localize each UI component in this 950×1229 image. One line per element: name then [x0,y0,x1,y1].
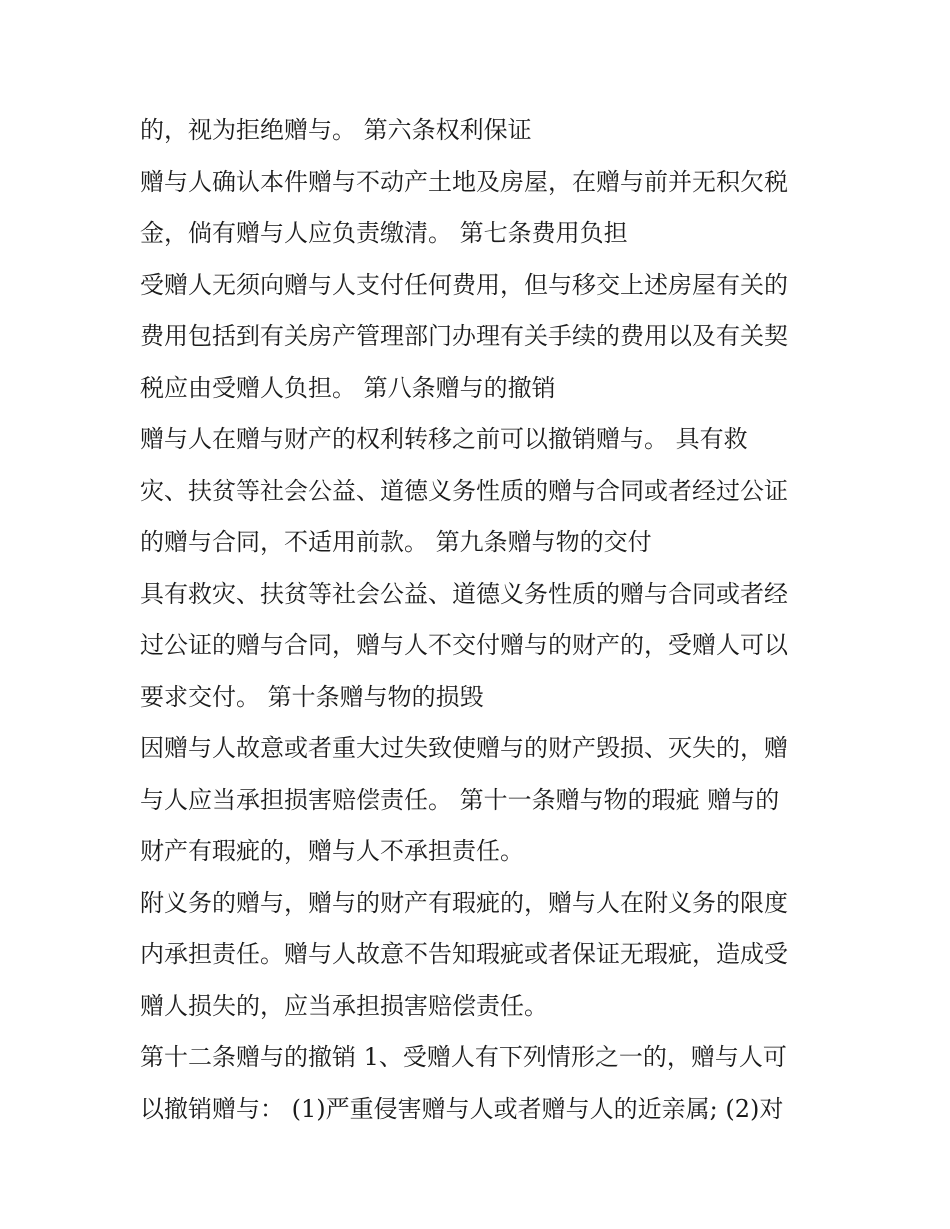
text-line: 与人应当承担损害赔偿责任。 第十一条赠与物的瑕疵 赠与的 [140,785,780,814]
text-line: 过公证的赠与合同，赠与人不交付赠与的财产的，受赠人可以 [140,631,788,659]
text-line: 的赠与合同，不适用前款。 第九条赠与物的交付 [140,528,652,556]
text-line: 费用包括到有关房产管理部门办理有关手续的费用以及有关契 [140,322,788,350]
text-line: 因赠与人故意或者重大过失致使赠与的财产毁损、灭失的，赠 [140,734,788,762]
text-line: 内承担责任。赠与人故意不告知瑕疵或者保证无瑕疵，造成受 [140,940,788,968]
text-line: 财产有瑕疵的，赠与人不承担责任。 [140,837,524,865]
text-line: 灾、扶贫等社会公益、道德义务性质的赠与合同或者经过公证 [140,476,788,505]
text-line: 以撤销赠与： (1)严重侵害赠与人或者赠与人的近亲属; (2)对 [140,1094,784,1123]
document-body [140,108,840,1138]
text-line: 第十二条赠与的撤销 1、受赠人有下列情形之一的，赠与人可 [140,1043,787,1071]
text-line: 赠与人在赠与财产的权利转移之前可以撤销赠与。 具有救 [140,425,748,453]
text-line: 赠人损失的，应当承担损害赔偿责任。 [140,991,548,1020]
text-line: 附义务的赠与，赠与的财产有瑕疵的，赠与人在附义务的限度 [140,888,788,917]
text-line: 具有救灾、扶贫等社会公益、道德义务性质的赠与合同或者经 [140,579,788,608]
text-line: 要求交付。 第十条赠与物的损毁 [140,682,484,711]
text-line: 税应由受赠人负担。 第八条赠与的撤销 [140,373,556,402]
text-line: 的，视为拒绝赠与。 第六条权利保证 [140,116,532,144]
text-line: 金，倘有赠与人应负责缴清。 第七条费用负担 [140,219,628,247]
text-line: 受赠人无须向赠与人支付任何费用，但与移交上述房屋有关的 [140,270,788,299]
text-line: 赠与人确认本件赠与不动产土地及房屋，在赠与前并无积欠税 [140,167,788,196]
